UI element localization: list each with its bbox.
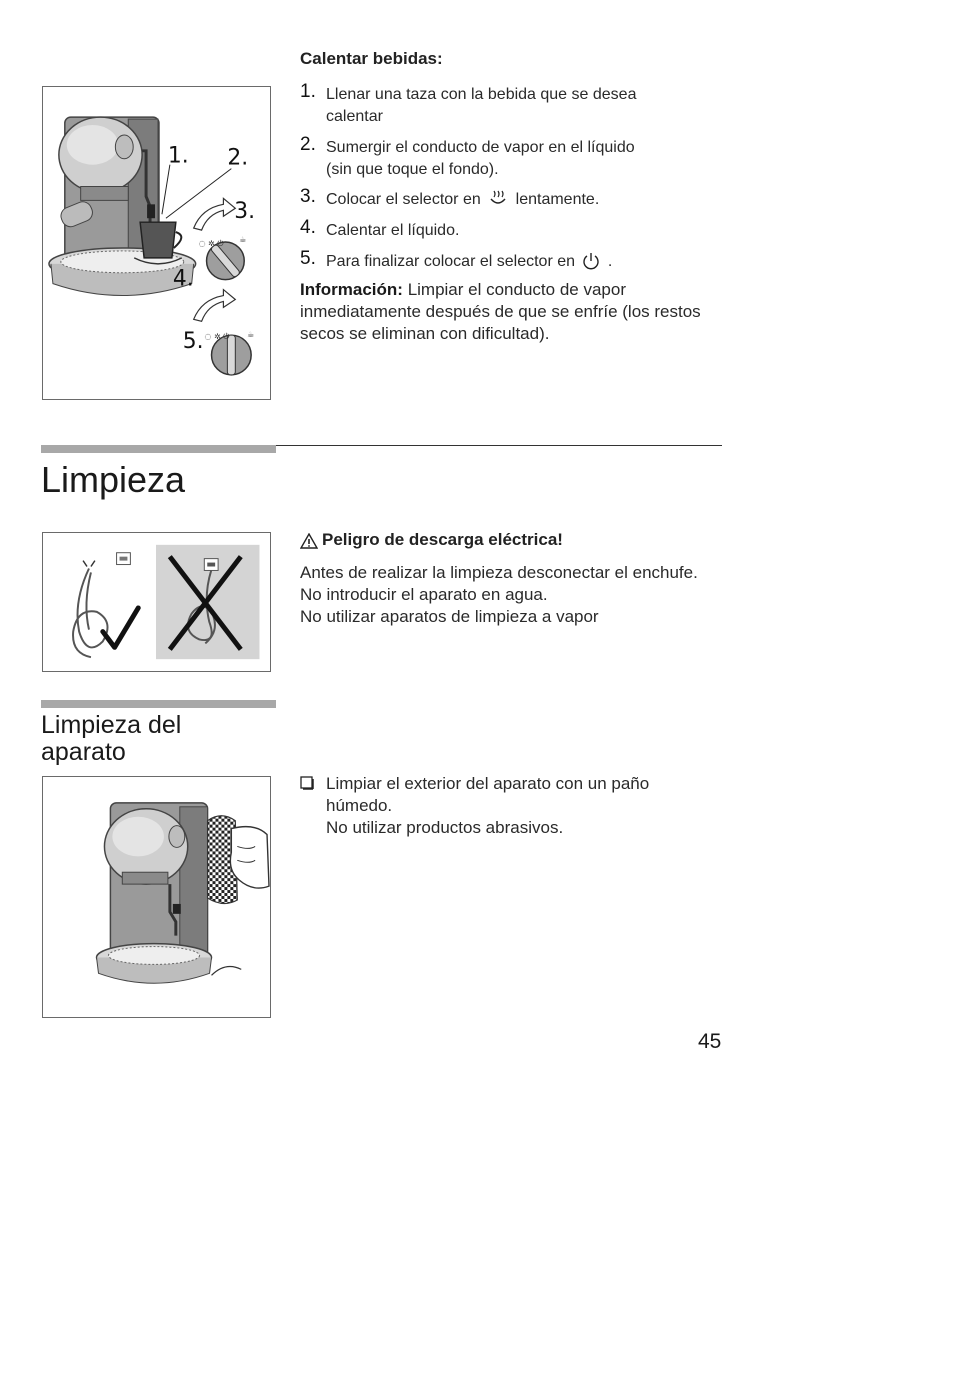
warning-triangle-icon: [300, 533, 318, 549]
warning-line: No utilizar aparatos de limpieza a vapor: [300, 607, 599, 626]
bullet-line3: No utilizar productos abrasivos.: [326, 818, 564, 837]
steam-icon: [488, 190, 508, 208]
step-text-line1: Llenar una taza con la bebida que se desea: [326, 86, 637, 103]
page-number: 45: [698, 1030, 722, 1053]
step-text-line2: calentar: [326, 108, 383, 125]
step-text-before: Colocar el selector en: [326, 191, 481, 208]
warning-title: Peligro de descarga eléctrica!: [322, 530, 563, 549]
svg-text:◌ ✲ ⏻: ◌ ✲ ⏻: [204, 332, 230, 342]
unplug-figure: [42, 532, 271, 672]
bullet-item: [300, 773, 649, 839]
step-text-line1: Sumergir el conducto de vapor en el líquido: [326, 139, 635, 156]
subsection-title-line1: Limpieza del: [41, 711, 182, 739]
step-number: 2.: [300, 134, 316, 155]
wiping-machine-illustration: [43, 777, 270, 1017]
step-number: 3.: [300, 186, 316, 207]
figure-label-5: 5.: [182, 329, 204, 355]
info-line1: Limpiar el conducto de vapor: [407, 280, 626, 299]
heating-figure: [42, 86, 271, 400]
section-rule-line: [276, 445, 722, 446]
section-title-limpieza: Limpieza: [41, 459, 186, 500]
svg-text:☕: ☕: [239, 235, 247, 245]
step-text-line1: Calentar el líquido.: [326, 222, 460, 239]
bullet-line1: Limpiar el exterior del aparato con un paño: [326, 774, 650, 793]
wiping-figure: [42, 776, 271, 1018]
step-number: 1.: [300, 81, 316, 102]
subsection-title-line2: aparato: [41, 738, 126, 766]
heat-title: Calentar bebidas:: [300, 49, 443, 68]
subsection-title: [41, 712, 181, 766]
checkbox-bullet-icon: [300, 774, 314, 796]
bullet-line2: húmedo.: [326, 796, 393, 815]
figure-label-3: 3.: [234, 199, 256, 225]
subsection-rule-bar: [41, 700, 276, 708]
step-text-before: Para finalizar colocar el selector en: [326, 253, 576, 270]
figure-label-4: 4.: [172, 266, 194, 292]
power-icon: [582, 252, 600, 270]
svg-text:☕: ☕: [247, 330, 255, 340]
step-text-after: lentamente.: [515, 191, 600, 208]
figure-label-2: 2.: [227, 145, 249, 171]
warning-body: [300, 562, 698, 628]
info-paragraph: [300, 279, 701, 345]
figure-label-1: 1.: [167, 143, 189, 169]
step-number: 5.: [300, 248, 316, 269]
espresso-machine-heating-illustration: [43, 87, 270, 399]
warning-heading: [300, 530, 563, 550]
step-text-after: .: [607, 253, 613, 270]
svg-text:◌ ✲ ⏻: ◌ ✲ ⏻: [198, 238, 224, 248]
info-line3: secos se eliminan con dificultad).: [300, 324, 550, 343]
step-number: 4.: [300, 217, 316, 238]
step-text-line2: (sin que toque el fondo).: [326, 161, 499, 178]
info-label: Información:: [300, 280, 403, 299]
unplug-illustration: [43, 533, 270, 671]
warning-line: No introducir el aparato en agua.: [300, 585, 548, 604]
section-rule-bar: [41, 445, 276, 453]
info-line2: inmediatamente después de que se enfríe (los restos: [300, 302, 701, 321]
warning-line: Antes de realizar la limpieza desconectar el enchufe.: [300, 563, 698, 582]
